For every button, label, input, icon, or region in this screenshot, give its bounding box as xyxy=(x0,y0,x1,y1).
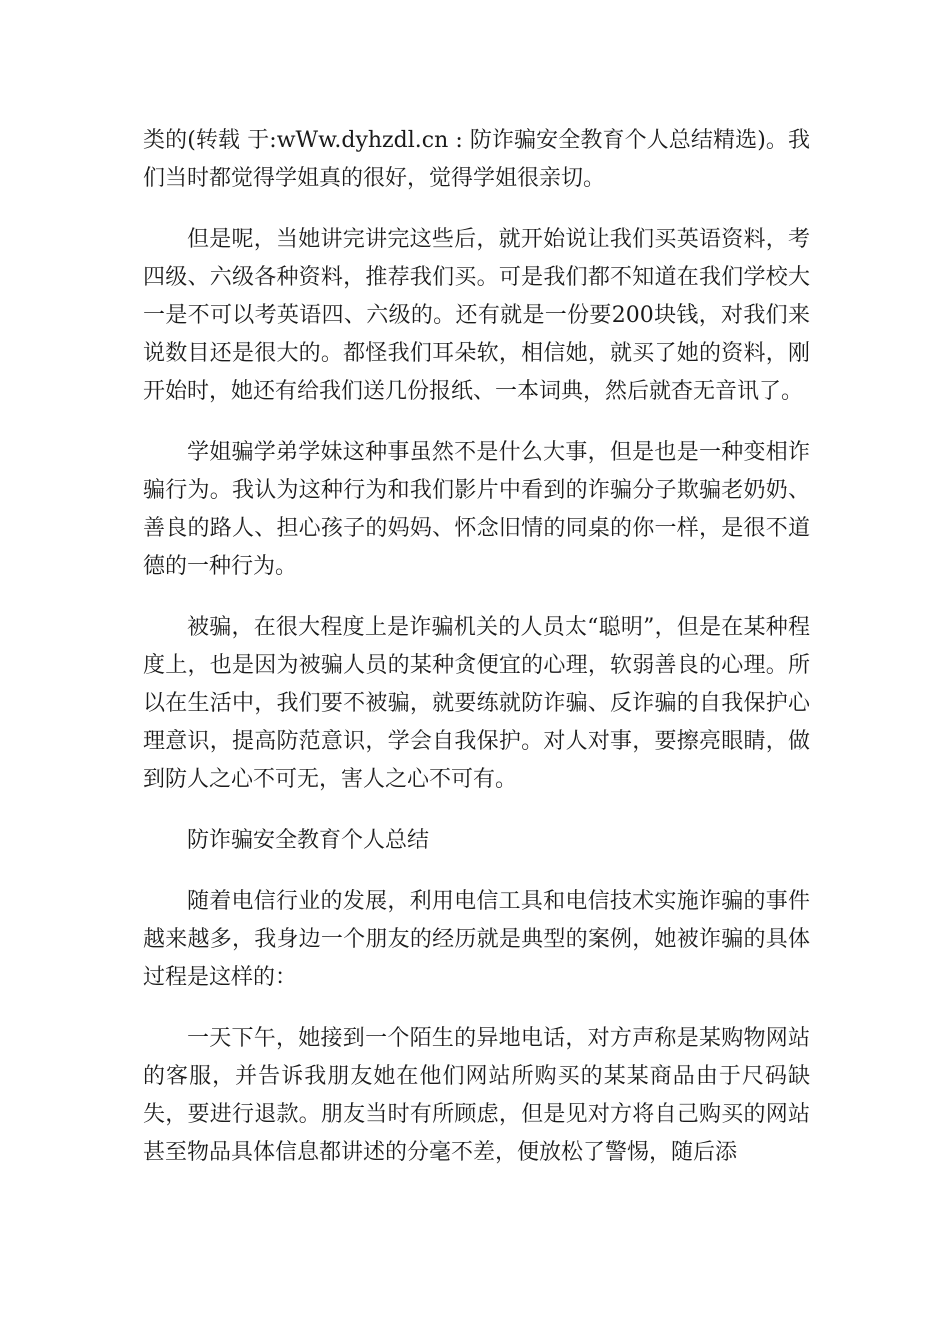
paragraph-being-cheated: 被骗，在很大程度上是诈骗机关的人员太“聪明”，但是在某种程度上，也是因为被骗人员的某种贪便宜的心理，软弱善良的心理。所以在生活中，我们要不被骗，就要练就防诈骗、反诈骗的自我保护心理意识，提高防范意识，学会自我保护。对人对事，要擦亮眼睛，做到防人之心不可无，害人之心不可有。 xyxy=(143,615,810,792)
paragraph-fraud-behavior: 学姐骗学弟学妹这种事虽然不是什么大事，但是也是一种变相诈骗行为。我认为这种行为和我们影片中看到的诈骗分子欺骗老奶奶、善良的路人、担心孩子的妈妈、怀念旧情的同桌的你一样，是很不道德的一种行为。 xyxy=(143,440,810,579)
paragraph-friend-case: 一天下午，她接到一个陌生的异地电话，对方声称是某购物网站的客服，并告诉我朋友她在他们网站所购买的某某商品由于尺码缺失，要进行退款。朋友当时有所顾虑，但是见对方将自己购买的网站甚至物品具体信息都讲述的分毫不差，便放松了警惕，随后添 xyxy=(143,1026,810,1165)
paragraph-telecom-fraud: 随着电信行业的发展，利用电信工具和电信技术实施诈骗的事件越来越多，我身边一个朋友的经历就是典型的案例，她被诈骗的具体过程是这样的： xyxy=(143,889,810,990)
document-body xyxy=(143,122,810,1172)
section-heading: 防诈骗安全教育个人总结 xyxy=(187,828,430,853)
paragraph-english-materials: 但是呢，当她讲完讲完这些后，就开始说让我们买英语资料，考四级、六级各种资料，推荐我们买。可是我们都不知道在我们学校大一是不可以考英语四、六级的。还有就是一份要200块钱，对我们来说数目还是很大的。都怪我们耳朵软，相信她，就买了她的资料，刚开始时，她还有给我们送几份报纸、一本词典，然后就杳无音讯了。 xyxy=(143,227,810,404)
paragraph-continuation: 类的(转载 于:wWw.dyhzdl.cn : 防诈骗安全教育个人总结精选)。我们当时都觉得学姐真的很好，觉得学姐很亲切。 xyxy=(143,128,810,191)
